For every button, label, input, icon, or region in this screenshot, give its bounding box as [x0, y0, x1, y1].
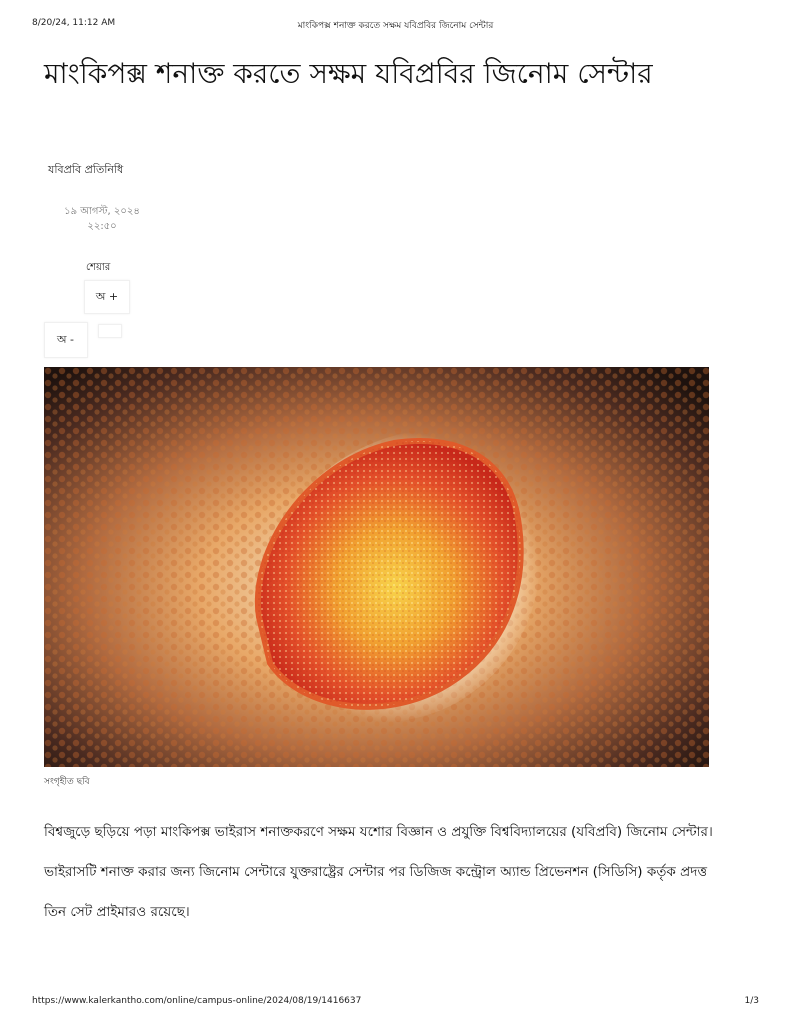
- article-time: ২২:৫০: [87, 221, 117, 232]
- article-date: ১৯ আগস্ট, ২০২৪: [64, 206, 140, 217]
- share-label[interactable]: শেয়ার: [86, 262, 111, 273]
- print-page-number: 1/3: [744, 996, 759, 1006]
- virus-micrograph-image: [44, 367, 709, 767]
- font-reset-button[interactable]: [98, 324, 122, 338]
- print-header: [32, 18, 759, 34]
- print-doc-title: মাংকিপক্স শনাক্ত করতে সক্ষম যবিপ্রবির জিনোম সেন্টার: [297, 21, 494, 31]
- author-name[interactable]: যবিপ্রবি প্রতিনিধি: [48, 163, 124, 176]
- font-decrease-button[interactable]: অ -: [44, 322, 88, 358]
- print-datetime: 8/20/24, 11:12 AM: [32, 18, 116, 28]
- article-dateline: [62, 204, 142, 234]
- print-footer: [32, 996, 759, 1010]
- print-url: https://www.kalerkantho.com/online/campus-online/2024/08/19/1416637: [32, 996, 362, 1006]
- article-body: বিশ্বজুড়ে ছড়িয়ে পড়া মাংকিপক্স ভাইরাস শনাক্তকরণে সক্ষম যশোর বিজ্ঞান ও প্রযুক্তি বিশ্ববিদ্যালয়ের (যবিপ্রবি) জিনোম সেন্টার। ভাইরাসটি শনাক্ত করার জন্য জিনোম সেন্টারে যুক্তরাষ্ট্রের সেন্টার পর ডিজিজ কন্ট্রোল অ্যান্ড প্রিভেনশন (সিডিসি) কর্তৃক প্রদত্ত তিন সেট প্রাইমারও রয়েছে।: [44, 824, 713, 920]
- article-hero-image: [44, 367, 709, 767]
- font-increase-button[interactable]: অ +: [84, 280, 130, 314]
- article-headline: মাংকিপক্স শনাক্ত করতে সক্ষম যবিপ্রবির জিনোম সেন্টার: [44, 57, 653, 90]
- image-caption: সংগৃহীত ছবি: [44, 777, 90, 787]
